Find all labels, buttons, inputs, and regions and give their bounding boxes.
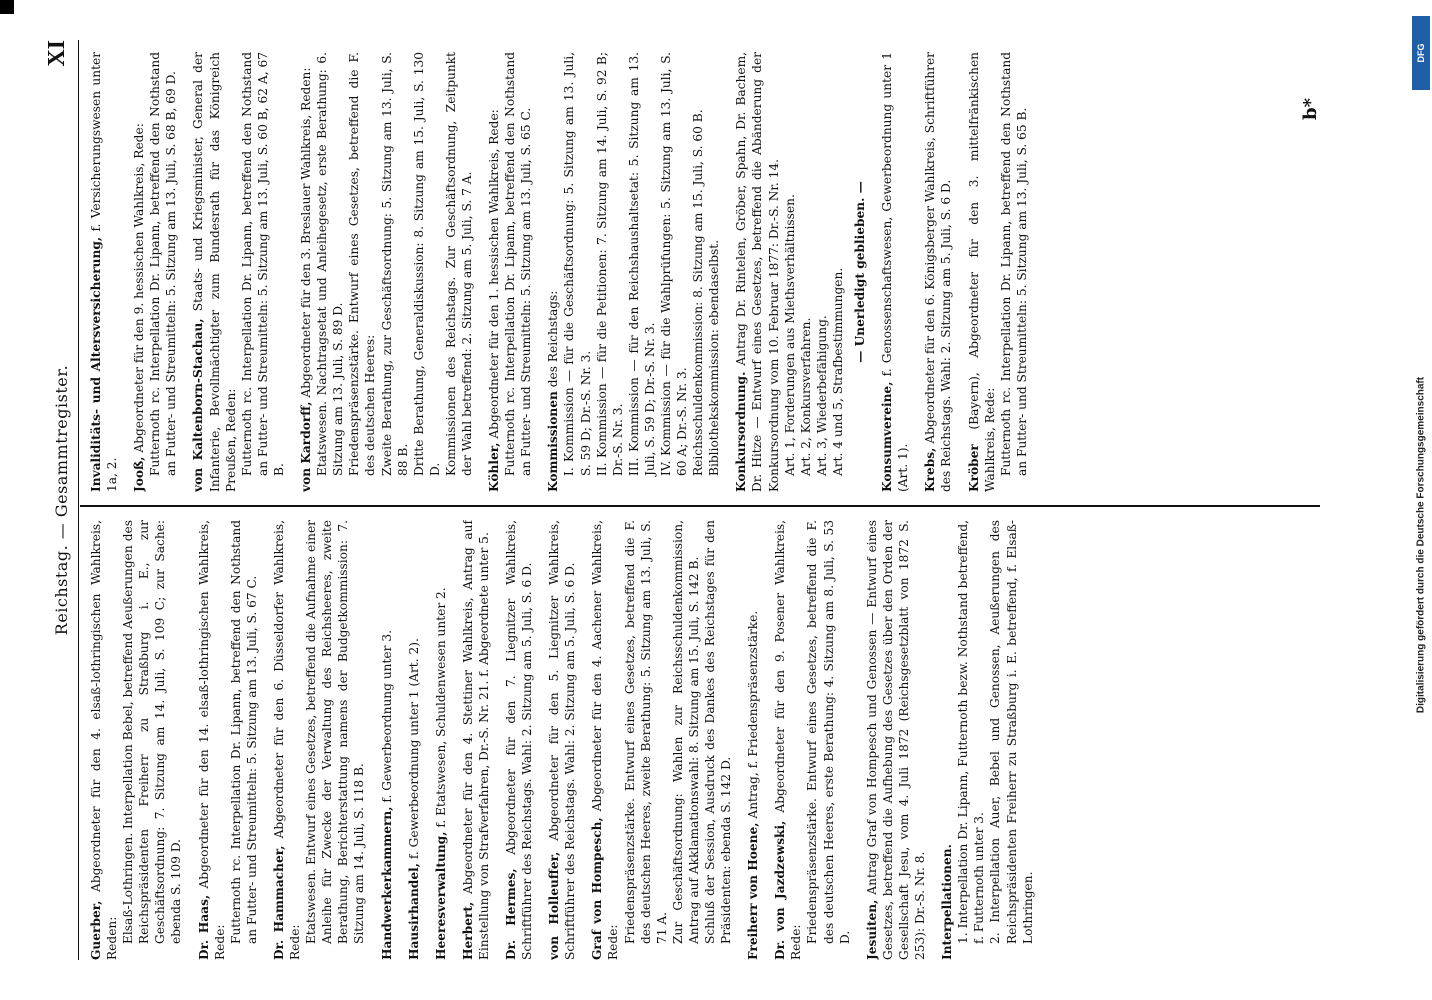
entry-text: Antrag, f. Friedenspräsenzstärke. — [746, 610, 761, 819]
register-entry — [131, 52, 179, 492]
entry-subline: Futternoth rc. Interpellation Dr. Lipann, betreffend den Nothstand an Futter- und Streumitteln: 5. Sitzung am 13. Juli, S. 60 B, 62 A, 67 B. — [239, 52, 286, 476]
entry-paragraph — [271, 520, 303, 960]
entry-keyword: Krebs, — [923, 447, 938, 492]
entry-keyword: von Kaltenborn-Stachau, — [191, 318, 206, 492]
entry-text: f. Etatswesen, Schuldenwesen unter 2. — [433, 587, 448, 828]
entry-text: f. Gewerbeordnung unter 1 (Art. 2). — [406, 638, 421, 860]
entry-keyword: Jooß, — [132, 456, 147, 492]
entry-paragraph — [486, 52, 502, 492]
entry-subline: Etatswesen. Entwurf eines Gesetzes, betreffend die Aufnahme einer Anleihe für Zwecke der Verwaltung des Reichsheeres, zweite Berathung, Berichterstattung namens der Budgetkommission: 7. Sitzung am 14. Juli, S. 118 B. — [304, 520, 367, 944]
entry-keyword: Köhler, — [487, 442, 502, 492]
register-entry — [733, 52, 868, 492]
entry-subline: Futternoth rc. Interpellation Dr. Lipann, betreffend den Nothstand an Futter- und Streumitteln: 5. Sitzung am 13. Juli, S. 67 C. — [228, 520, 259, 944]
funding-note — [1412, 100, 1430, 990]
register-entry — [298, 52, 475, 492]
entry-text: Abgeordneter für den 4. Stettiner Wahlkreis, Antrag auf Einstellung von Strafverfahren, Dr.-S. Nr. 21. f. Abgeordnete unter 5. — [460, 520, 491, 960]
signature-mark: b* — [1300, 98, 1321, 120]
entry-paragraph — [966, 52, 998, 492]
entry-paragraph — [546, 520, 578, 960]
entry-subline: Art. 3, Wiederbefähigung. — [814, 315, 829, 476]
entry-subline: Friedenspräsenzstärke. Entwurf eines Gesetzes, betreffend die F. des deutschen Heeres, zweite Berathung: 5. Sitzung am 13. Juli, S. 71 A. — [622, 520, 669, 944]
entry-subline: Bibliothekskommission: ebendaselbst. — [707, 239, 722, 476]
entry-paragraph — [298, 52, 314, 492]
entry-paragraph — [939, 520, 955, 960]
entry-subline: 2. Interpellation Auer, Bebel und Genossen, Aeußerungen des Reichspräsidenten Freiherr zu Straßburg i. E. betreffend, f. Elsaß-Lothringen. — [988, 520, 1035, 944]
register-entry — [745, 520, 761, 960]
entry-keyword: Handwerkerkammern, — [379, 806, 394, 960]
dfg-logo-text: DFG — [1416, 43, 1426, 63]
entry-keyword: von Kardorff, — [299, 401, 314, 492]
entry-keyword: Hausirhandel, — [406, 863, 421, 960]
entry-subline: IV. Kommission — für die Wahlprüfungen: 5. Sitzung am 13. Juli, S. 60 A; Dr.-S. Nr. 3. — [659, 52, 690, 476]
entry-text: Abgeordneter für den 4. Aachener Wahlkreis, Rede: — [590, 520, 621, 960]
entry-keyword: Kröber — [966, 444, 981, 492]
register-entry — [190, 52, 287, 492]
entry-text: Abgeordneter für den 7. Liegnitzer Wahlkreis, Schriftführer des Reichstags. Wahl: 2. Sitzung am 5. Juli, S. 6 D. — [503, 520, 535, 960]
entry-subline: Schluß der Session, Ausdruck des Dankes des Reichstages für den Präsidenten: ebenda S. 142 D. — [703, 520, 734, 944]
entry-paragraph — [772, 520, 804, 960]
entry-keyword: Dr. Haas, — [196, 894, 211, 960]
entry-paragraph — [460, 520, 492, 960]
entry-text: Abgeordneter für den 1. hessischen Wahlkreis, Rede: — [487, 109, 502, 439]
entry-text: Antrag Graf von Hompesch und Genossen — Entwurf eines Gesetzes, betreffend die Aufhebung des Gesetzes über den Orden der Gesellschaft Jesu, vom 4. Juli 1872 (Reichsgesetzblatt von 1872 S. 253): Dr.-S. Nr. 8. — [864, 520, 928, 960]
entry-keyword: Dr. Hammacher, — [271, 845, 286, 960]
register-entry — [196, 520, 260, 960]
right-column — [88, 52, 1298, 492]
entry-subline: Kommissionen des Reichstags. Zur Geschäftsordnung, Zeitpunkt der Wahl betreffend: 2. Sitzung am 5. Juli, S. 7 A. — [443, 52, 474, 476]
register-entry — [433, 520, 449, 960]
entry-text: f. Gewerbeordnung unter 3. — [379, 630, 394, 803]
entry-subline: Futternoth rc. Interpellation Dr. Lipann, betreffend den Nothstand an Futter- und Streumitteln: 5. Sitzung am 13. Juli, S. 65 C. — [503, 52, 534, 476]
funding-note-text: Digitalisierung gefördert durch die Deutsche Forschungsgemeinschaft — [1415, 376, 1427, 714]
entry-keyword: Heeresverwaltung, — [433, 831, 448, 960]
entry-keyword: Konkursordnung. — [734, 371, 749, 492]
entry-paragraph — [88, 52, 120, 492]
entry-subline: 1. Interpellation Dr. Lipann, Futternoth bezw. Nothstand betreffend, f. Futternoth unter 3. — [956, 520, 987, 944]
running-title: Reichstag. — Gesammtregister. — [52, 364, 71, 636]
entry-text: Abgeordneter für den 9. hessischen Wahlkreis, Rede: — [132, 123, 147, 453]
column-divider — [80, 505, 1320, 507]
entry-subline: Zweite Berathung, zur Geschäftsordnung: 5. Sitzung am 13. Juli, S. 88 B. — [379, 52, 410, 476]
register-entry — [88, 52, 120, 492]
entry-paragraph — [406, 520, 422, 960]
entry-keyword: Jesuiten, — [864, 899, 879, 960]
entry-subline: II. Kommission — für die Petitionen: 7. Sitzung am 14. Juli, S. 92 B; Dr.-S. Nr. 3. — [594, 52, 625, 476]
entry-paragraph — [131, 52, 147, 492]
entry-subline: Etatswesen. Nachtragsetat und Anleihegesetz, erste Berathung: 6. Sitzung am 13. Juli, S. 89 D. — [315, 52, 346, 476]
register-entry — [772, 520, 852, 960]
entry-subline: Reichsschuldenkommission: 8. Sitzung am 15. Juli, S. 60 B. — [691, 109, 706, 476]
entry-keyword: Dr. von Jazdzewski, — [773, 820, 788, 960]
entry-keyword: Dr. Hermes, — [503, 868, 518, 960]
entry-text: Antrag Dr. Rintelen, Gröber, Spahn, Dr. Bachem, Dr. Hitze — Entwurf eines Gesetzes, betreffend die Abänderung der Konkursordnung vom 10. Februar 1877: Dr.-S. Nr. 14. — [734, 52, 781, 492]
entry-keyword: Kommissionen — [546, 391, 561, 492]
register-entry — [879, 52, 911, 492]
register-entry — [460, 520, 492, 960]
entry-keyword: Freiherr von Hoene, — [746, 822, 761, 960]
entry-paragraph — [745, 520, 761, 960]
entry-paragraph — [589, 520, 621, 960]
register-entry — [864, 520, 928, 960]
entry-subline: Art. 2, Konkursverfahren. — [798, 317, 813, 476]
register-entry — [966, 52, 1030, 492]
entry-paragraph — [196, 520, 228, 960]
register-entry — [406, 520, 422, 960]
entry-text: Abgeordneter für den 4. elsaß-lothringischen Wahlkreis, Reden: — [89, 520, 120, 960]
entry-text: f. Genossenschaftswesen, Gewerbeordnung unter 1 (Art. 1). — [880, 52, 911, 492]
entry-keyword: von Holleuffer, — [547, 851, 562, 960]
entry-keyword: Konsumvereine, — [880, 381, 895, 492]
entry-paragraph — [864, 520, 928, 960]
entry-note: — Unerledigt geblieben. — — [853, 181, 868, 363]
page-header — [44, 40, 79, 960]
dfg-logo — [1412, 16, 1430, 90]
entry-paragraph — [879, 52, 911, 492]
entry-text: Abgeordneter für den 5. Liegnitzer Wahlkreis, Schriftführer des Reichstags. Wahl: 2. Sitzung am 5. Juli, S. 6 D. — [547, 520, 578, 960]
entry-subline: Futternoth rc. Interpellation Dr. Lipann, betreffend den Nothstand an Futter- und Streumitteln: 5. Sitzung am 13. Juli, S. 68 B, 69 D. — [148, 52, 179, 476]
register-entry — [88, 520, 185, 960]
left-column — [88, 520, 1298, 960]
entry-paragraph — [733, 52, 781, 492]
entry-paragraph — [545, 52, 561, 492]
entry-paragraph — [379, 520, 395, 960]
register-entry — [271, 520, 368, 960]
register-entry — [545, 52, 722, 492]
register-entry — [546, 520, 578, 960]
entry-text: f. Versicherungswesen unter 1a, 2. — [89, 52, 120, 492]
entry-subline: III. Kommission — für den Reichshaushaltsetat: 5. Sitzung am 13. Juli, S. 59 D; Dr.-S. Nr. 3. — [626, 52, 657, 476]
entry-subline: I. Kommission — für die Geschäftsordnung: 5. Sitzung am 13. Juli, S. 59 D; Dr.-S. Nr. 3. — [562, 52, 593, 476]
entry-keyword: Invaliditäts- und Altersversicherung, — [89, 236, 103, 492]
entry-subline: Zur Geschäftsordnung: Wahlen zur Reichsschuldenkommission, Antrag auf Akklamationswahl: 8. Sitzung am 15. Juli, S. 142 B. — [670, 520, 701, 944]
entry-keyword: Interpellationen. — [940, 844, 955, 960]
register-entry — [922, 52, 954, 492]
entry-keyword: Guerber, — [89, 900, 103, 960]
page-number: XI — [44, 40, 70, 67]
entry-paragraph — [922, 52, 954, 492]
entry-text: Abgeordneter für den 3. Breslauer Wahlkreis, Reden: — [299, 67, 314, 398]
entry-text: Abgeordneter für den 6. Düsseldorfer Wahlkreis, Rede: — [271, 520, 303, 960]
entry-subline: Dritte Berathung, Generaldiskussion: 8. Sitzung am 15. Juli, S. 130 D. — [411, 52, 442, 476]
entry-subline: Art. 4 und 5, Strafbestimmungen. — [830, 267, 845, 476]
entry-subline: Friedenspräsenzstärke. Entwurf eines Gesetzes, betreffend die F. des deutschen Heeres, erste Berathung: 4. Sitzung am 8. Juli, S. 53 D. — [805, 520, 852, 944]
entry-text: (Bayern), Abgeordneter für den 3. mittelfränkischen Wahlkreis, Rede: — [966, 52, 997, 492]
entry-text: Staats- und Kriegsminister, General der Infanterie, Bevollmächtigter zum Bundesrath für das Königreich Preußen, Reden: — [191, 52, 238, 492]
entry-paragraph — [88, 520, 120, 960]
entry-paragraph — [503, 520, 535, 960]
entry-keyword: Graf von Hompesch, — [590, 817, 605, 960]
entry-text: des Reichstags: — [546, 290, 561, 388]
entry-subline: Elsaß-Lothringen. Interpellation Bebel, betreffend Aeußerungen des Reichspräsidenten Freiherr zu Straßburg i. E., zur Geschäftsordnung: 7. Sitzung am 14. Juli, S. 109 C; zur Sache: ebenda S. 109 D. — [121, 520, 184, 944]
register-entry — [939, 520, 1036, 960]
register-entry — [379, 520, 395, 960]
entry-subline: Futternoth rc. Interpellation Dr. Lipann, betreffend den Nothstand an Futter- und Streumitteln: 5. Sitzung am 13. Juli, S. 65 B. — [998, 52, 1029, 476]
register-entry — [589, 520, 734, 960]
entry-subline: Friedenspräsenzstärke. Entwurf eines Gesetzes, betreffend die F. des deutschen Heeres: — [347, 52, 378, 476]
entry-keyword: Herbert, — [460, 901, 475, 960]
digitization-sidebar — [1410, 10, 1432, 990]
register-entry — [503, 520, 535, 960]
entry-subline: Art. 1, Forderungen aus Miethsverhältnissen. — [782, 194, 797, 476]
entry-text: Abgeordneter für den 6. Königsberger Wahlkreis, Schriftführer des Reichstags. Wahl: 2. Sitzung am 5. Juli, S. 6 D. — [923, 52, 954, 492]
register-entry — [486, 52, 534, 492]
entry-paragraph — [190, 52, 238, 492]
entry-text: Abgeordneter für den 9. Posener Wahlkreis, Rede: — [773, 520, 804, 960]
entry-paragraph — [433, 520, 449, 960]
entry-text: Abgeordneter für den 14. elsaß-lothringischen Wahlkreis, Rede: — [196, 520, 227, 960]
